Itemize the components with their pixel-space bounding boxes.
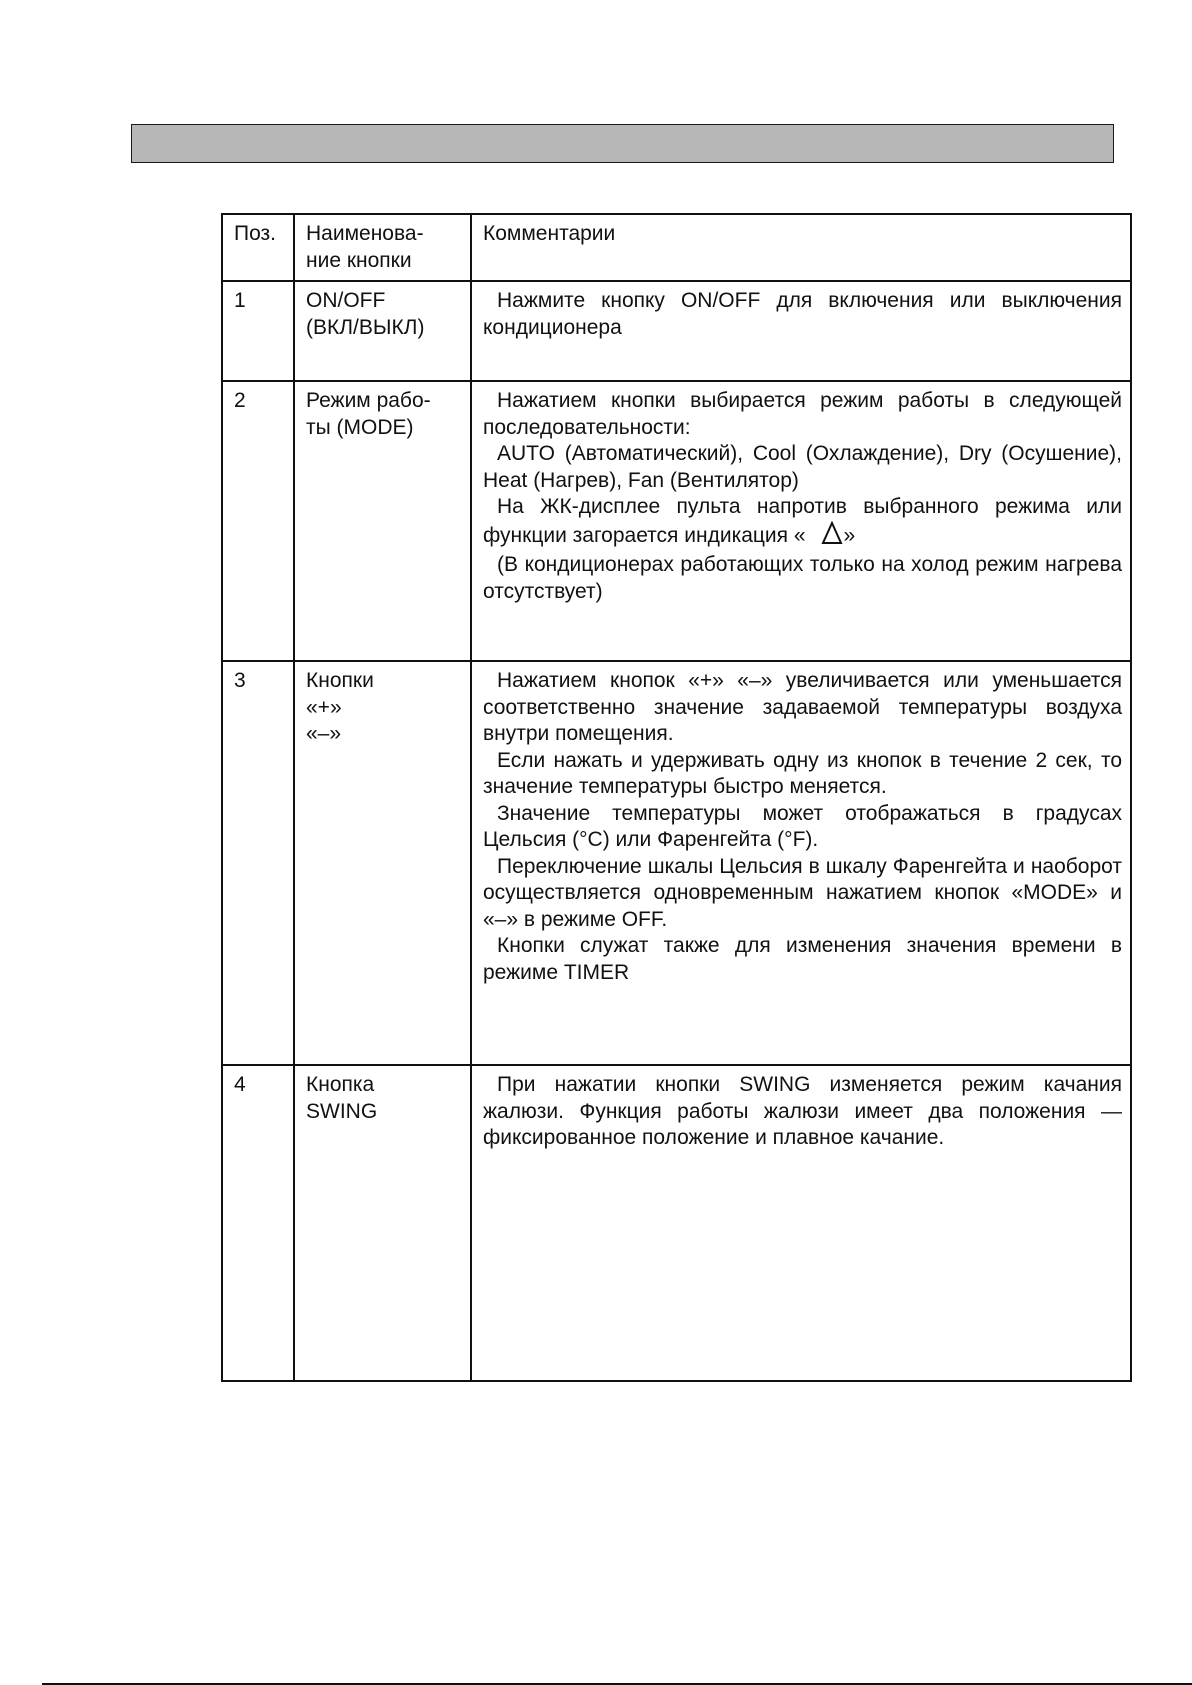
table-header-row bbox=[222, 214, 1131, 281]
row-comment bbox=[471, 1065, 1131, 1381]
row-pos bbox=[222, 381, 294, 661]
button-name-line: «+» bbox=[306, 695, 342, 719]
comment-paragraph: Нажатием кнопки выбирается режим работы в следующей последовательности: bbox=[483, 389, 1122, 439]
header-comments-label: Комментарии bbox=[483, 222, 616, 245]
header-name-line: Наименова- bbox=[306, 222, 424, 245]
table-row bbox=[222, 281, 1131, 381]
comment-paragraph: Если нажать и удерживать одну из кнопок в течение 2 сек, то значение температуры быстро меняется. bbox=[483, 748, 1122, 798]
button-name-line: Кнопки bbox=[306, 669, 374, 692]
button-name-line: Режим рабо- bbox=[306, 389, 431, 412]
comment-paragraph: AUTO (Автоматический), Cool (Охлаждение), Dry (Осушение), Heat (Нагрев), Fan (Вентилятор) bbox=[483, 442, 1122, 492]
comment-paragraph: (В кондиционерах работающих только на холод режим нагрева отсутствует) bbox=[483, 553, 1122, 603]
section-title-bar bbox=[131, 124, 1114, 163]
comment-paragraph: Значение температуры может отображаться в градусах Цельсия (°С) или Фаренгейта (°F). bbox=[483, 801, 1122, 851]
button-name-line: Кнопка bbox=[306, 1073, 375, 1096]
row-button-name bbox=[294, 381, 471, 661]
button-name-line: «–» bbox=[306, 722, 342, 745]
row-button-name bbox=[294, 661, 471, 1065]
button-name-line: (ВКЛ/ВЫКЛ) bbox=[306, 315, 425, 339]
row-pos-number: 2 bbox=[234, 389, 246, 412]
header-name bbox=[294, 214, 471, 281]
row-comment bbox=[471, 381, 1131, 661]
comment-paragraph-indicator bbox=[483, 494, 1122, 552]
button-name-line: SWING bbox=[306, 1099, 378, 1123]
header-pos-label: Поз. bbox=[234, 222, 276, 245]
row-button-name bbox=[294, 281, 471, 381]
row-button-name bbox=[294, 1065, 471, 1381]
header-pos bbox=[222, 214, 294, 281]
header-name-line: ние кнопки bbox=[306, 248, 412, 272]
buttons-table-wrapper bbox=[221, 213, 1130, 1382]
comment-paragraph: Нажатием кнопок «+» «–» увеличивается или уменьшается соответственно значение задаваемой температуры воздуха внутри помещения. bbox=[483, 669, 1122, 745]
row-pos bbox=[222, 1065, 294, 1381]
indicator-text-before: На ЖК-дисплее пульта напротив выбранного режима или функции загорается индикация « bbox=[483, 495, 1122, 547]
button-name-line: ON/OFF bbox=[306, 289, 386, 312]
row-pos bbox=[222, 661, 294, 1065]
table-row bbox=[222, 1065, 1131, 1381]
row-pos-number: 3 bbox=[234, 669, 246, 692]
comment-paragraph: Нажмите кнопку ON/OFF для включения или выключения кондиционера bbox=[483, 289, 1122, 339]
button-name-line: ты (MODE) bbox=[306, 415, 414, 439]
comment-paragraph: Кнопки служат также для изменения значения времени в режиме TIMER bbox=[483, 934, 1122, 984]
comment-paragraph: При нажатии кнопки SWING изменяется режим качания жалюзи. Функция работы жалюзи имеет два положения — фиксированное положение и плавное качание. bbox=[483, 1073, 1122, 1149]
row-pos-number: 4 bbox=[234, 1073, 246, 1096]
row-pos-number: 1 bbox=[234, 289, 246, 312]
table-row bbox=[222, 661, 1131, 1065]
comment-paragraph: Переключение шкалы Цельсия в шкалу Фаренгейта и наоборот осуществляется одновременным нажатием кнопок «MODE» и «–» в режиме OFF. bbox=[483, 854, 1122, 931]
row-comment bbox=[471, 281, 1131, 381]
table-row bbox=[222, 381, 1131, 661]
header-comments bbox=[471, 214, 1131, 281]
buttons-table bbox=[221, 213, 1132, 1382]
indicator-text-after: » bbox=[843, 523, 856, 547]
row-comment bbox=[471, 661, 1131, 1065]
row-pos bbox=[222, 281, 294, 381]
triangle-icon bbox=[807, 521, 843, 553]
